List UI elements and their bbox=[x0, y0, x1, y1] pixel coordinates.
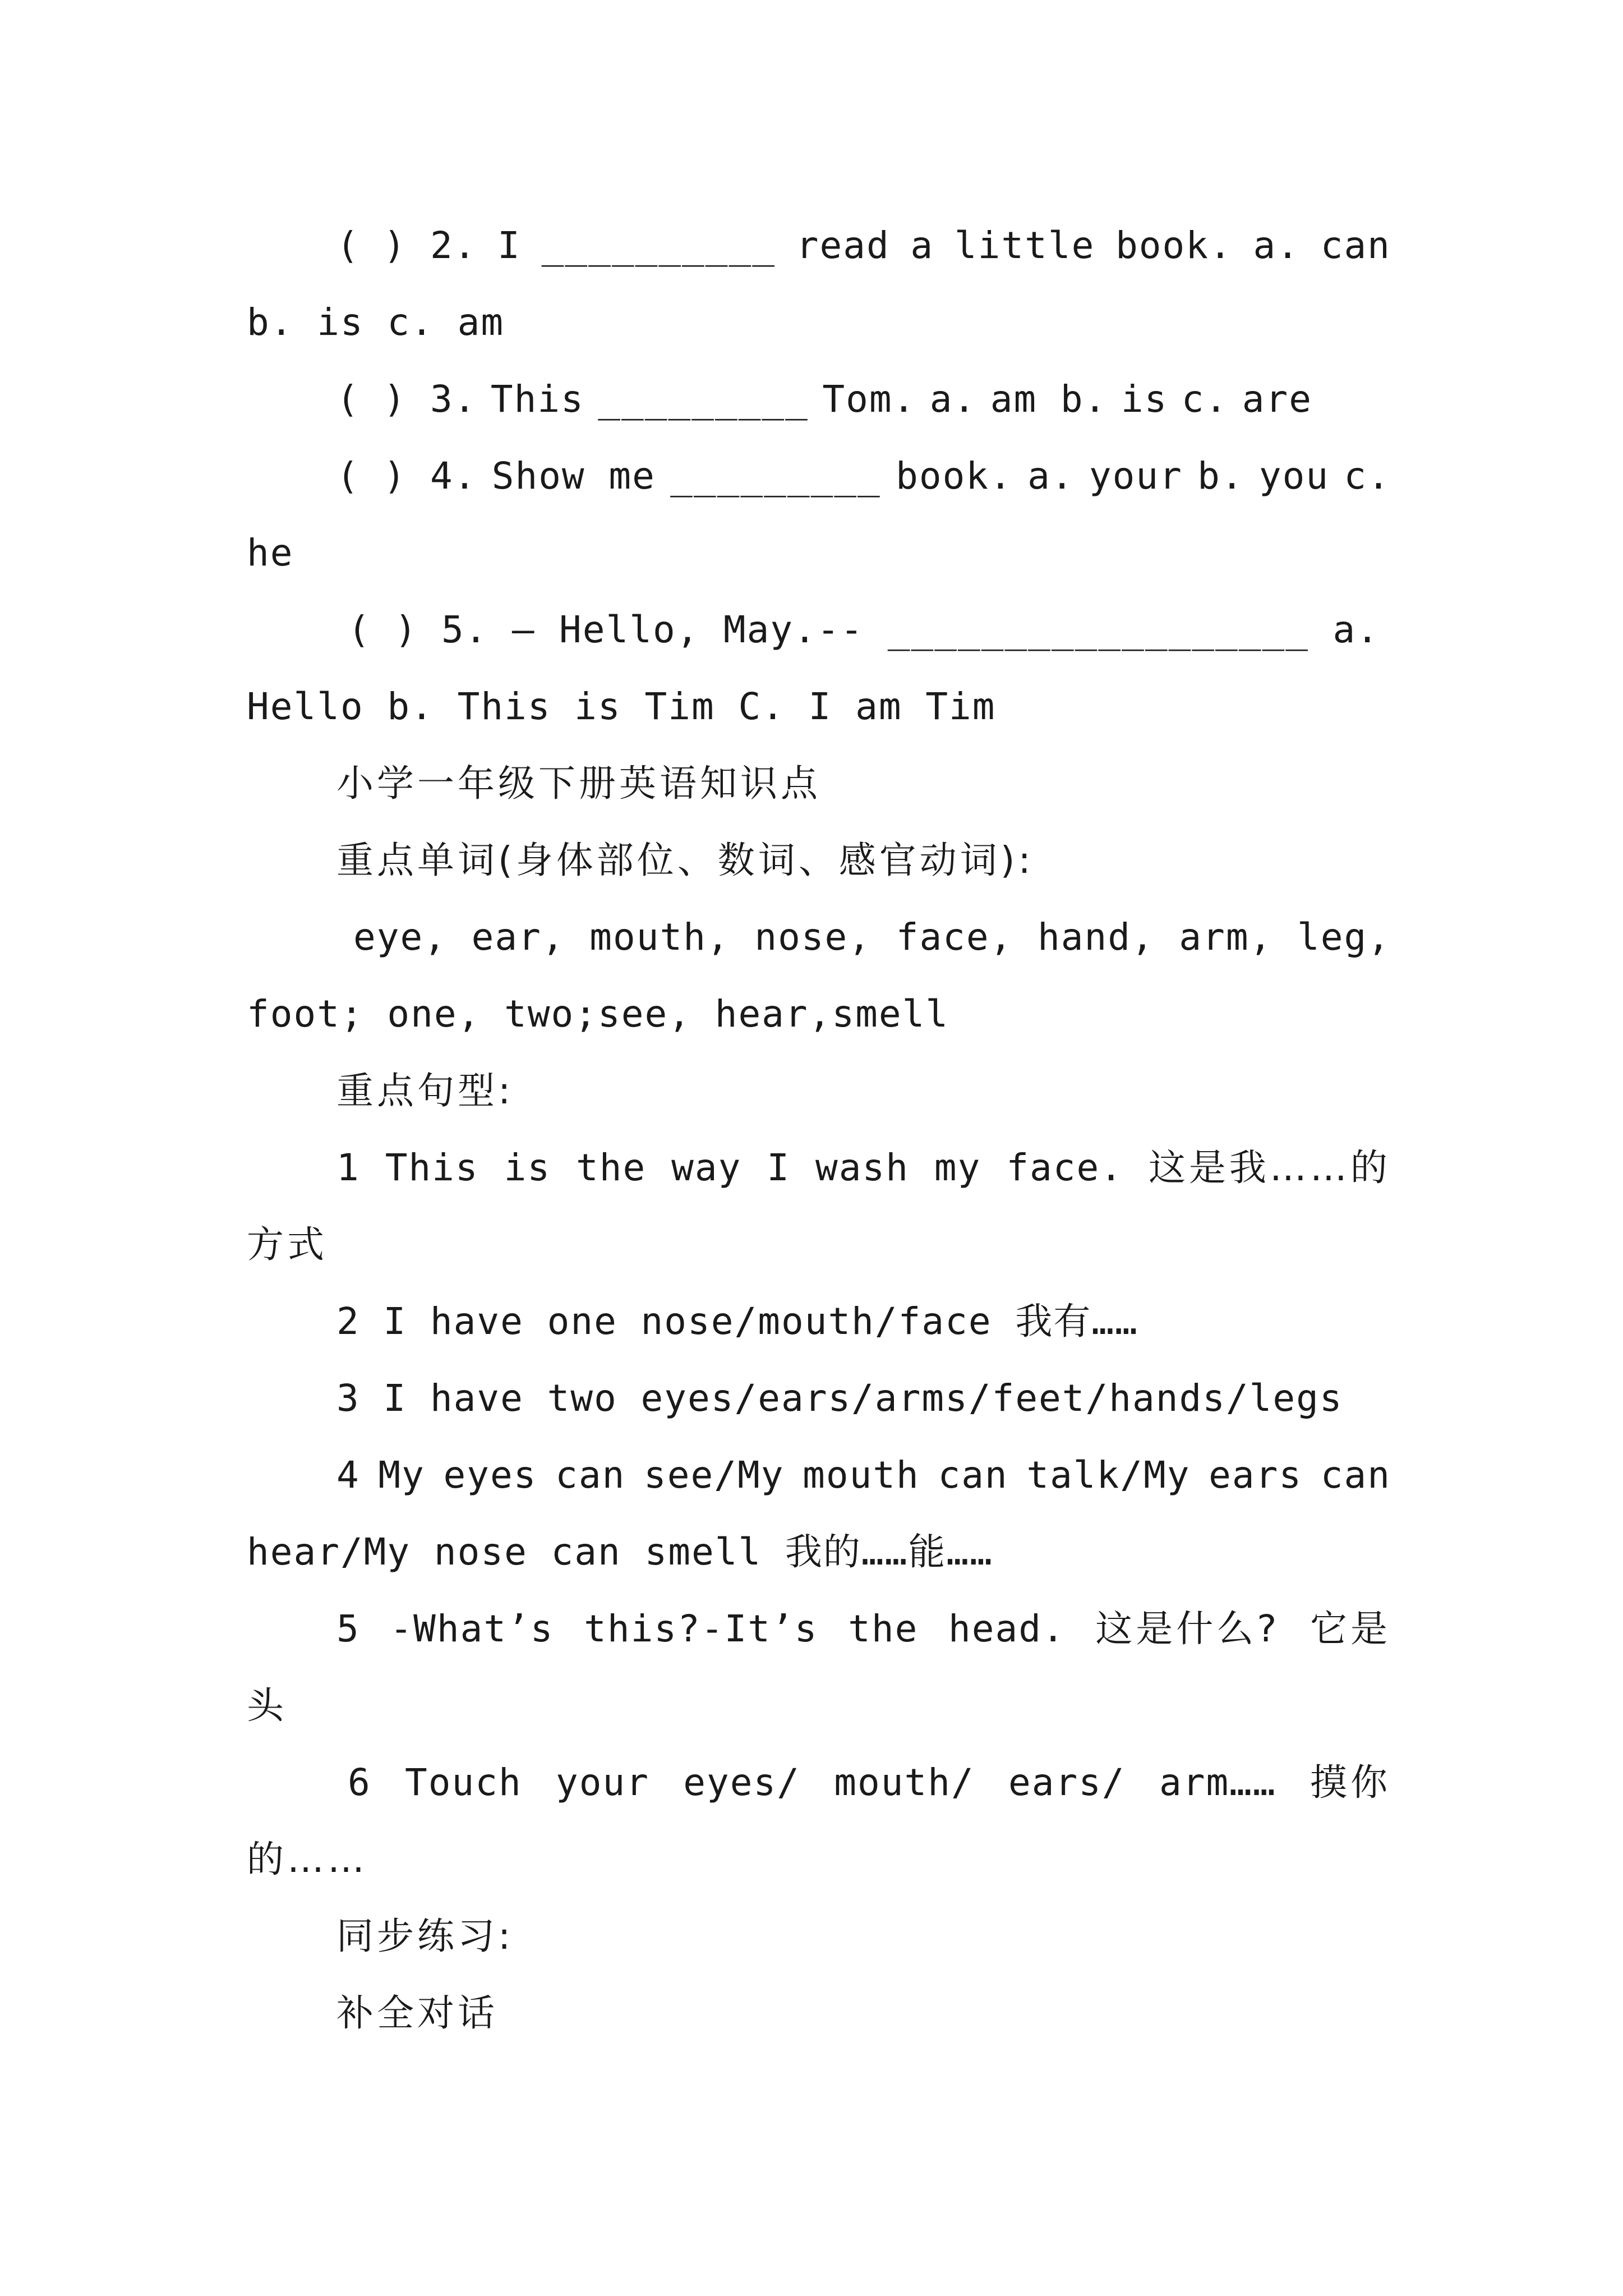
sentence-1-line-2: 方式 bbox=[247, 1223, 328, 1266]
sentence-1-line-1: 1 This is the way I wash my face. 这是我……的 bbox=[336, 1146, 1391, 1189]
exercise-4-line-2: he bbox=[247, 531, 294, 574]
answer-blank: __________ bbox=[541, 224, 776, 267]
answer-blank: _________ bbox=[598, 378, 809, 421]
key-words-line-2: foot; one, two;see, hear,smell bbox=[247, 992, 949, 1036]
sentence-6-line-2: 的…… bbox=[247, 1838, 368, 1881]
sentence-4-line-1: 4 My eyes can see/My mouth can talk/My ears can bbox=[336, 1453, 1391, 1497]
exercise-2-line-2: b. is c. am bbox=[247, 301, 505, 344]
section-title: 小学一年级下册英语知识点 bbox=[336, 762, 821, 805]
sentence-4-line-2: hear/My nose can smell 我的……能…… bbox=[247, 1530, 993, 1573]
exercise-2-line-1: ( ) 2. I __________ read a little book. a. can bbox=[336, 220, 1391, 271]
exercise-5-line-1: ( ) 5. – Hello, May.-- __________________ a. bbox=[348, 605, 1380, 655]
practice-heading: 同步练习: bbox=[336, 1915, 514, 1958]
exercise-2-number: ( ) 2. bbox=[336, 224, 477, 267]
sentence-5-line-1: 5 -What’s this?-It’s the head. 这是什么? 它是 bbox=[336, 1607, 1391, 1650]
exercise-3-line-1: ( ) 3. This _________ Tom. a. am b. is c. are bbox=[336, 374, 1312, 425]
dialogue-heading: 补全对话 bbox=[336, 1991, 498, 2035]
answer-blank: _________ bbox=[670, 454, 881, 498]
key-sentences-heading: 重点句型: bbox=[336, 1069, 514, 1112]
sentence-2: 2 I have one nose/mouth/face 我有…… bbox=[336, 1300, 1138, 1343]
exercise-5-number: ( ) 5. bbox=[348, 608, 488, 651]
key-words-line-1: eye, ear, mouth, nose, face, hand, arm, leg, bbox=[353, 915, 1391, 959]
exercise-4-line-1: ( ) 4. Show me _________ book. a. your b. you c. bbox=[336, 451, 1391, 501]
answer-blank: __________________ bbox=[887, 608, 1310, 651]
sentence-3: 3 I have two eyes/ears/arms/feet/hands/legs bbox=[336, 1377, 1343, 1420]
key-words-heading: 重点单词(身体部位、数词、感官动词): bbox=[336, 839, 1034, 882]
exercise-4-number: ( ) 4. bbox=[336, 454, 477, 498]
sentence-5-line-2: 头 bbox=[247, 1684, 287, 1727]
exercise-5-line-2: Hello b. This is Tim C. I am Tim bbox=[247, 685, 996, 728]
sentence-6-line-1: 6 Touch your eyes/ mouth/ ears/ arm…… 摸你 bbox=[348, 1761, 1391, 1804]
exercise-3-number: ( ) 3. bbox=[336, 378, 477, 421]
